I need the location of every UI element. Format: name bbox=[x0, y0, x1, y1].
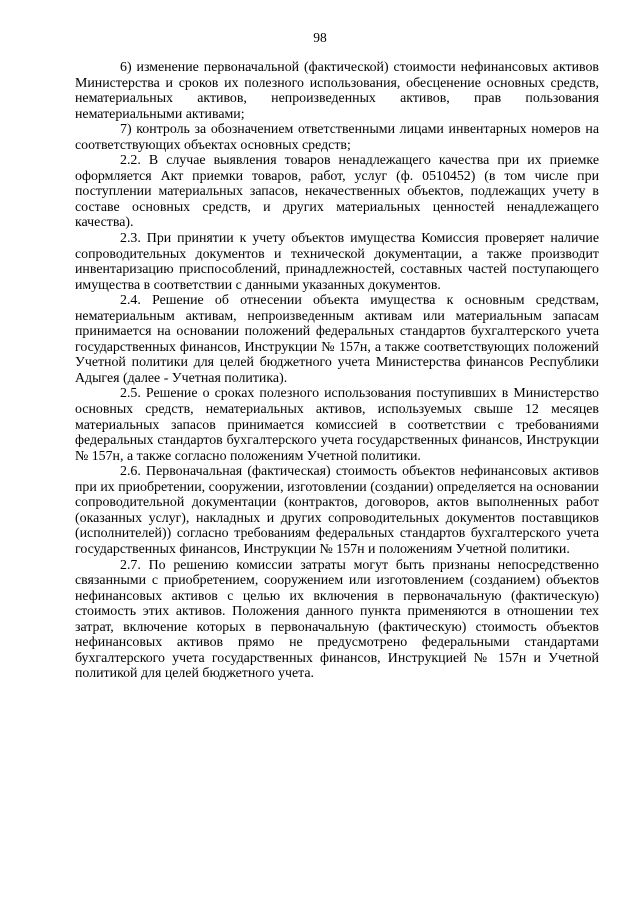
paragraph-2-2: 2.2. В случае выявления товаров ненадлежащего качества при их приемке оформляется Акт приемки товаров, работ, услуг (ф. 0510452) (в том числе при поступлении материальных запасов, некачественных объектов, подлежащих учету в составе основных средств, и других материальных ценностей ненадлежащего качества). bbox=[75, 153, 599, 231]
page-number: 98 bbox=[313, 30, 327, 45]
paragraph-2-5: 2.5. Решение о сроках полезного использования поступивших в Министерство основных средств, нематериальных активов, используемых свыше 12 месяцев материальных запасов принимается комиссией в соответствии с требованиями федеральных стандартов бухгалтерского учета государственных финансов, Инструкции № 157н, а также согласно положениям Учетной политики. bbox=[75, 386, 599, 464]
paragraph-2-3: 2.3. При принятии к учету объектов имущества Комиссия проверяет наличие сопроводительных документов и технической документации, а также производит инвентаризацию приспособлений, принадлежностей, составных частей поступающего имущества в соответствии с данными указанных документов. bbox=[75, 231, 599, 293]
paragraph-2-7: 2.7. По решению комиссии затраты могут быть признаны непосредственно связанными с приобретением, сооружением или изготовлением (созданием) объектов нефинансовых активов с целью их включения в первоначальную (фактическую) стоимость этих активов. Положения данного пункта применяются в отношении тех затрат, включение которых в первоначальную (фактическую) стоимость объектов нефинансовых активов прямо не предусмотрено федеральными стандартами бухгалтерского учета государственных финансов, Инструкцией № 157н и Учетной политикой для целей бюджетного учета. bbox=[75, 557, 599, 682]
paragraph-2-4: 2.4. Решение об отнесении объекта имущества к основным средствам, нематериальным активам, непроизведенным активам или материальным запасам принимается на основании положений федеральных стандартов бухгалтерского учета государственных финансов, Инструкции № 157н, а также соответствующих положений Учетной политики для целей бюджетного учета Министерства финансов Республики Адыгея (далее - Учетная политика). bbox=[75, 293, 599, 386]
document-body bbox=[75, 60, 599, 682]
paragraph-6-change-cost: 6) изменение первоначальной (фактической) стоимости нефинансовых активов Министерства и сроков их полезного использования, обесценение основных средств, нематериальных активов, непроизведенных активов, прав пользования нематериальными активами; bbox=[75, 60, 599, 122]
paragraph-2-6: 2.6. Первоначальная (фактическая) стоимость объектов нефинансовых активов при их приобретении, сооружении, изготовлении (создании) определяется на основании сопроводительной документации (контрактов, договоров, актов выполненных работ (оказанных услуг), накладных и других сопроводительных документов поставщиков (исполнителей)) согласно требованиям федеральных стандартов бухгалтерского учета государственных финансов, Инструкции № 157н и положениям Учетной политики. bbox=[75, 464, 599, 557]
paragraph-7-inventory-numbers: 7) контроль за обозначением ответственными лицами инвентарных номеров на соответствующих объектах основных средств; bbox=[75, 122, 599, 153]
